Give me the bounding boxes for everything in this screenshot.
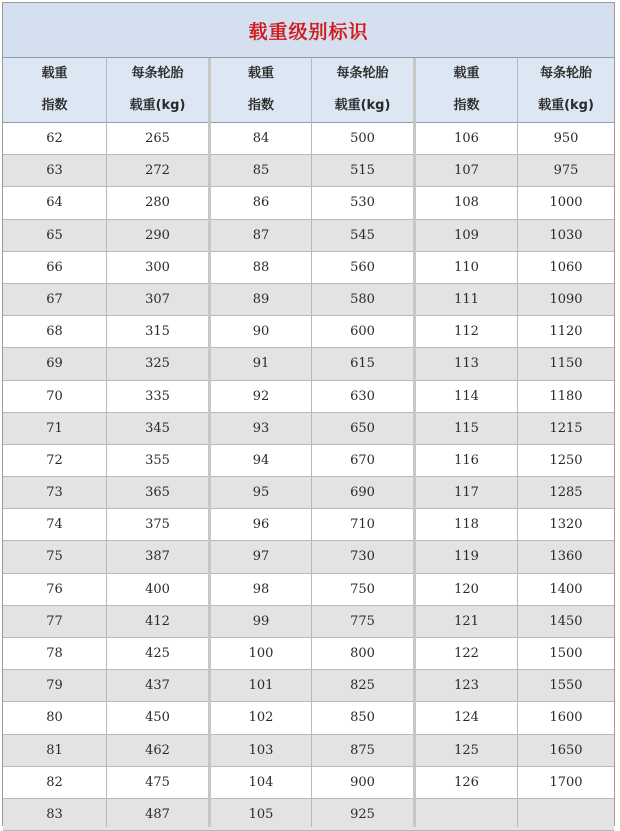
header-line-2: 载重(kg) — [538, 98, 594, 113]
load-index-cell: 88 — [252, 259, 270, 275]
load-index-cell: 119 — [454, 549, 479, 565]
load-kg-cell: 335 — [145, 388, 170, 404]
table-row — [3, 413, 614, 445]
load-index-cell: 115 — [454, 420, 479, 436]
load-kg-cell: 900 — [350, 774, 375, 790]
load-index-cell: 116 — [454, 452, 479, 468]
table-row — [3, 316, 614, 348]
load-index-table — [2, 2, 615, 826]
load-index-cell: 109 — [454, 227, 479, 243]
load-index-cell: 78 — [46, 646, 63, 661]
table-row — [3, 574, 614, 606]
load-kg-cell: 475 — [145, 774, 170, 790]
load-kg-cell: 1360 — [549, 549, 583, 565]
load-index-cell: 100 — [248, 646, 274, 661]
load-kg-cell: 615 — [350, 356, 375, 372]
load-kg-cell: 1060 — [549, 259, 583, 275]
column-divider — [311, 58, 312, 827]
load-kg-cell: 600 — [350, 324, 375, 340]
load-index-cell: 125 — [454, 742, 479, 758]
table-row — [3, 767, 614, 799]
load-kg-cell: 375 — [145, 517, 170, 533]
load-kg-cell: 1400 — [549, 581, 583, 597]
load-kg-cell: 437 — [145, 678, 170, 694]
load-index-cell: 97 — [252, 549, 270, 565]
load-kg-cell: 412 — [145, 613, 170, 629]
load-index-cell: 81 — [46, 742, 63, 758]
header-load-per-tire — [312, 58, 413, 122]
load-index-cell: 76 — [46, 581, 63, 597]
load-kg-cell: 400 — [145, 581, 170, 597]
load-kg-cell: 355 — [145, 452, 170, 468]
header-load-per-tire — [518, 58, 614, 122]
load-index-cell: 98 — [252, 581, 270, 597]
load-index-cell: 86 — [252, 195, 270, 211]
load-kg-cell: 462 — [145, 742, 170, 758]
header-line-2: 载重(kg) — [129, 98, 186, 113]
load-index-cell: 74 — [46, 517, 63, 533]
load-kg-cell: 630 — [350, 388, 375, 404]
load-index-cell: 94 — [252, 452, 270, 468]
load-index-cell: 123 — [454, 678, 479, 694]
table-body — [3, 123, 614, 831]
load-kg-cell: 1030 — [549, 227, 583, 243]
table-title: 载重级别标识 — [3, 3, 614, 58]
load-index-cell: 62 — [46, 131, 63, 146]
load-kg-cell: 560 — [350, 259, 375, 275]
load-index-cell: 122 — [454, 646, 479, 661]
load-index-cell: 114 — [454, 388, 479, 404]
load-index-cell: 104 — [248, 774, 274, 790]
load-index-cell: 68 — [46, 324, 63, 340]
load-kg-cell: 300 — [145, 259, 170, 275]
load-kg-cell: 1450 — [549, 613, 583, 629]
load-index-cell: 117 — [454, 485, 479, 501]
load-index-cell: 82 — [46, 774, 63, 790]
header-line-1: 载重 — [41, 66, 68, 81]
load-index-cell: 65 — [46, 227, 63, 243]
load-index-cell: 91 — [252, 356, 270, 372]
load-index-cell: 105 — [248, 806, 274, 822]
header-line-2: 指数 — [453, 98, 480, 113]
load-kg-cell: 850 — [350, 710, 375, 726]
load-kg-cell: 775 — [350, 613, 375, 629]
load-kg-cell: 515 — [350, 163, 375, 179]
load-index-cell: 75 — [46, 549, 63, 565]
load-kg-cell: 1090 — [549, 291, 583, 307]
load-kg-cell: 1500 — [549, 646, 583, 661]
load-kg-cell: 690 — [350, 485, 375, 501]
column-divider — [106, 58, 107, 827]
load-index-cell: 103 — [248, 742, 274, 758]
group-divider — [208, 58, 211, 827]
load-index-cell: 73 — [46, 485, 63, 501]
load-kg-cell: 545 — [350, 227, 375, 243]
load-kg-cell: 487 — [145, 806, 170, 822]
table-row — [3, 509, 614, 541]
load-index-cell: 107 — [454, 163, 479, 179]
load-index-cell: 83 — [46, 806, 63, 822]
table-row — [3, 799, 614, 831]
load-index-cell: 80 — [46, 710, 63, 726]
load-index-cell: 118 — [454, 517, 479, 533]
load-index-cell: 67 — [46, 291, 63, 307]
table-row — [3, 284, 614, 316]
load-index-cell: 93 — [252, 420, 270, 436]
table-row — [3, 348, 614, 380]
load-index-cell: 79 — [46, 678, 63, 694]
table-header-row — [3, 58, 614, 123]
load-kg-cell: 650 — [350, 420, 375, 436]
load-kg-cell: 1285 — [549, 485, 583, 501]
table-row — [3, 220, 614, 252]
load-kg-cell: 1000 — [549, 195, 583, 211]
load-index-cell: 69 — [46, 356, 63, 372]
load-index-cell: 84 — [252, 131, 270, 146]
load-index-cell: 95 — [252, 485, 270, 501]
load-kg-cell: 1600 — [549, 710, 583, 726]
load-kg-cell: 280 — [145, 195, 170, 211]
header-line-1: 每条轮胎 — [131, 66, 184, 81]
header-load-index — [416, 58, 517, 122]
table-row — [3, 477, 614, 509]
load-kg-cell: 1650 — [549, 742, 583, 758]
load-index-cell: 64 — [46, 195, 63, 211]
load-kg-cell: 730 — [350, 549, 375, 565]
load-index-cell: 90 — [252, 324, 270, 340]
load-kg-cell: 1700 — [549, 774, 583, 790]
load-index-cell: 121 — [454, 613, 479, 629]
load-kg-cell: 272 — [145, 163, 170, 179]
load-kg-cell: 307 — [145, 291, 170, 307]
load-kg-cell: 1250 — [549, 452, 583, 468]
header-load-index — [211, 58, 311, 122]
load-index-cell: 63 — [46, 163, 63, 179]
load-index-cell: 92 — [252, 388, 270, 404]
load-kg-cell: 325 — [145, 356, 170, 372]
header-load-index — [3, 58, 106, 122]
load-index-cell: 77 — [46, 613, 63, 629]
table-row — [3, 252, 614, 284]
header-line-2: 指数 — [247, 98, 274, 113]
load-index-cell: 89 — [252, 291, 270, 307]
load-kg-cell: 1120 — [549, 324, 583, 340]
load-kg-cell: 265 — [145, 131, 170, 146]
load-kg-cell: 925 — [350, 806, 375, 822]
load-index-cell: 70 — [46, 388, 63, 404]
load-kg-cell — [518, 799, 614, 830]
load-kg-cell: 1215 — [549, 420, 583, 436]
load-index-cell: 72 — [46, 452, 63, 468]
load-kg-cell: 290 — [145, 227, 170, 243]
load-kg-cell: 387 — [145, 549, 170, 565]
header-load-per-tire — [107, 58, 208, 122]
load-index-cell: 120 — [454, 581, 479, 597]
header-line-1: 每条轮胎 — [539, 66, 592, 81]
table-row — [3, 541, 614, 573]
load-index-cell: 110 — [454, 259, 479, 275]
load-index-cell — [416, 799, 517, 830]
table-row — [3, 187, 614, 219]
load-kg-cell: 530 — [350, 195, 375, 211]
load-index-cell: 87 — [252, 227, 270, 243]
load-kg-cell: 1550 — [549, 678, 583, 694]
load-kg-cell: 500 — [350, 131, 375, 146]
load-index-cell: 126 — [454, 774, 479, 790]
header-line-1: 载重 — [247, 66, 274, 81]
load-kg-cell: 825 — [350, 678, 375, 694]
header-line-1: 每条轮胎 — [336, 66, 389, 81]
group-divider — [413, 58, 416, 827]
table-row — [3, 155, 614, 187]
load-index-cell: 106 — [454, 131, 479, 146]
load-index-cell: 101 — [248, 678, 274, 694]
load-kg-cell: 345 — [145, 420, 170, 436]
load-index-cell: 113 — [454, 356, 479, 372]
column-divider — [517, 58, 518, 827]
load-index-cell: 102 — [248, 710, 274, 726]
load-index-cell: 99 — [252, 613, 270, 629]
load-index-cell: 108 — [454, 195, 479, 211]
load-kg-cell: 670 — [350, 452, 375, 468]
table-row — [3, 638, 614, 670]
load-index-cell: 112 — [454, 324, 479, 340]
load-index-cell: 66 — [46, 259, 63, 275]
load-kg-cell: 315 — [145, 324, 170, 340]
table-row — [3, 735, 614, 767]
header-line-1: 载重 — [453, 66, 480, 81]
load-kg-cell: 365 — [145, 485, 170, 501]
load-kg-cell: 1320 — [549, 517, 583, 533]
load-kg-cell: 425 — [145, 646, 170, 661]
table-row — [3, 445, 614, 477]
table-row — [3, 606, 614, 638]
load-kg-cell: 450 — [145, 710, 170, 726]
load-kg-cell: 750 — [350, 581, 375, 597]
table-row — [3, 123, 614, 155]
load-kg-cell: 1180 — [549, 388, 583, 404]
header-line-2: 载重(kg) — [334, 98, 391, 113]
load-kg-cell: 710 — [350, 517, 375, 533]
load-kg-cell: 800 — [350, 646, 375, 661]
load-kg-cell: 875 — [350, 742, 375, 758]
table-row — [3, 670, 614, 702]
table-row — [3, 702, 614, 734]
load-kg-cell: 1150 — [549, 356, 583, 372]
load-index-cell: 111 — [454, 291, 479, 307]
load-index-cell: 71 — [46, 420, 63, 436]
load-kg-cell: 950 — [553, 131, 579, 146]
load-index-cell: 124 — [454, 710, 479, 726]
load-kg-cell: 580 — [350, 291, 375, 307]
load-kg-cell: 975 — [553, 163, 579, 179]
load-index-cell: 96 — [252, 517, 270, 533]
load-index-cell: 85 — [252, 163, 270, 179]
header-line-2: 指数 — [41, 98, 68, 113]
table-row — [3, 381, 614, 413]
